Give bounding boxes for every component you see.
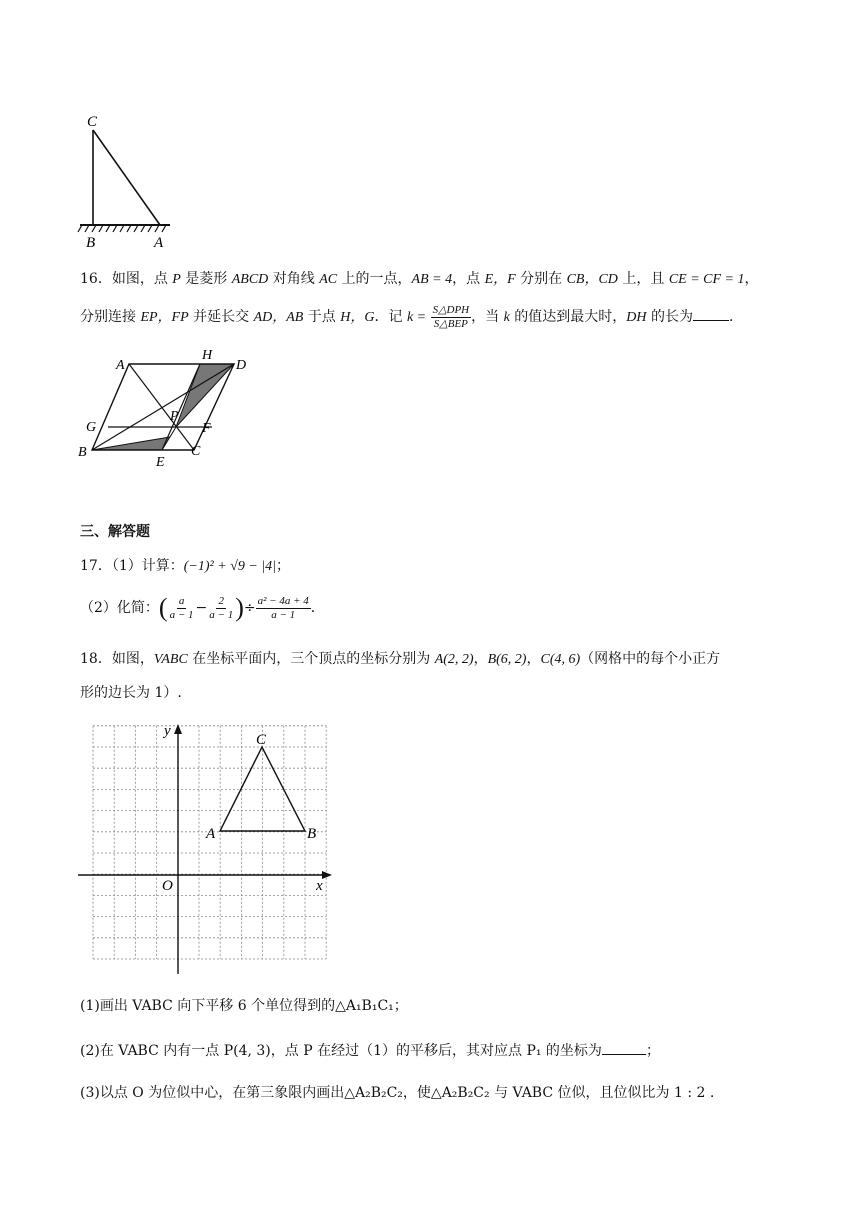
q17-part-2: （2）化简：( $\frac{a}{a - 1}$ − $\frac{2}{a - 1}$ )÷ $\frac{\text{a² − 4a + 4}}{a - 1}$ ． xyxy=(80,593,325,622)
label-h: H xyxy=(202,348,213,363)
answer-blank xyxy=(693,306,729,321)
q16-line-2: 分别连接 EP，FP 并延长交 AD，AB 于点 H，G．记 k = $\frac{\text{S△DPH}}{\text{S△BEP}}$ ，当 k 的值达到最大时，DH 的长为 ． xyxy=(80,303,743,330)
label-c: C xyxy=(191,444,201,459)
label-a: A xyxy=(116,358,125,373)
label-b: B xyxy=(86,235,96,250)
q18-line-2: 形的边长为 1）. xyxy=(80,685,182,701)
label-d: D xyxy=(236,358,247,373)
q17-part-1: 17．（1）计算：(−1)² + √9 − |4|； xyxy=(80,558,290,574)
coordinate-grid-figure xyxy=(72,718,342,983)
q18-sub-2: (2)在 VABC 内有一点 P(4, 3)，点 P 在经过（1）的平移后，其对应点 P₁ 的坐标为 ； xyxy=(80,1040,660,1061)
rhombus-figure xyxy=(72,342,262,472)
label-x: x xyxy=(316,878,323,894)
label-y: y xyxy=(164,723,171,739)
wall-triangle-figure xyxy=(70,110,190,250)
label-e: E xyxy=(156,455,165,470)
label-c: C xyxy=(87,114,98,130)
q18-line-1: 18．如图，VABC 在坐标平面内，三个顶点的坐标分别为 A(2, 2)，B(6, 2)，C(4, 6)（网格中的每个小正方 xyxy=(80,651,721,667)
label-c: C xyxy=(256,732,267,748)
answer-blank xyxy=(602,1040,646,1055)
label-o: O xyxy=(162,878,173,894)
label-b: B xyxy=(78,445,87,460)
label-p: P xyxy=(170,409,179,424)
label-b: B xyxy=(307,826,317,842)
label-a: A xyxy=(206,826,216,842)
q18-sub-1: (1)画出 VABC 向下平移 6 个单位得到的△A₁B₁C₁； xyxy=(80,998,408,1014)
q18-sub-3: (3)以点 O 为位似中心，在第三象限内画出△A₂B₂C₂，使△A₂B₂C₂ 与 VABC 位似，且位似比为 1 : 2 . xyxy=(80,1085,715,1101)
area-ratio-fraction: $\frac{\text{S△DPH}}{\text{S△BEP}}$ xyxy=(432,303,470,330)
label-f: F xyxy=(202,421,211,436)
label-a: A xyxy=(154,235,164,250)
q16-line-1: 16．如图，点 P 是菱形 ABCD 对角线 AC 上的一点，AB = 4，点 E，F 分别在 CB，CD 上，且 CE = CF = 1， xyxy=(80,271,759,287)
label-g: G xyxy=(86,420,97,435)
grid-lines xyxy=(93,726,326,959)
section-heading: 三、解答题 xyxy=(80,524,150,540)
